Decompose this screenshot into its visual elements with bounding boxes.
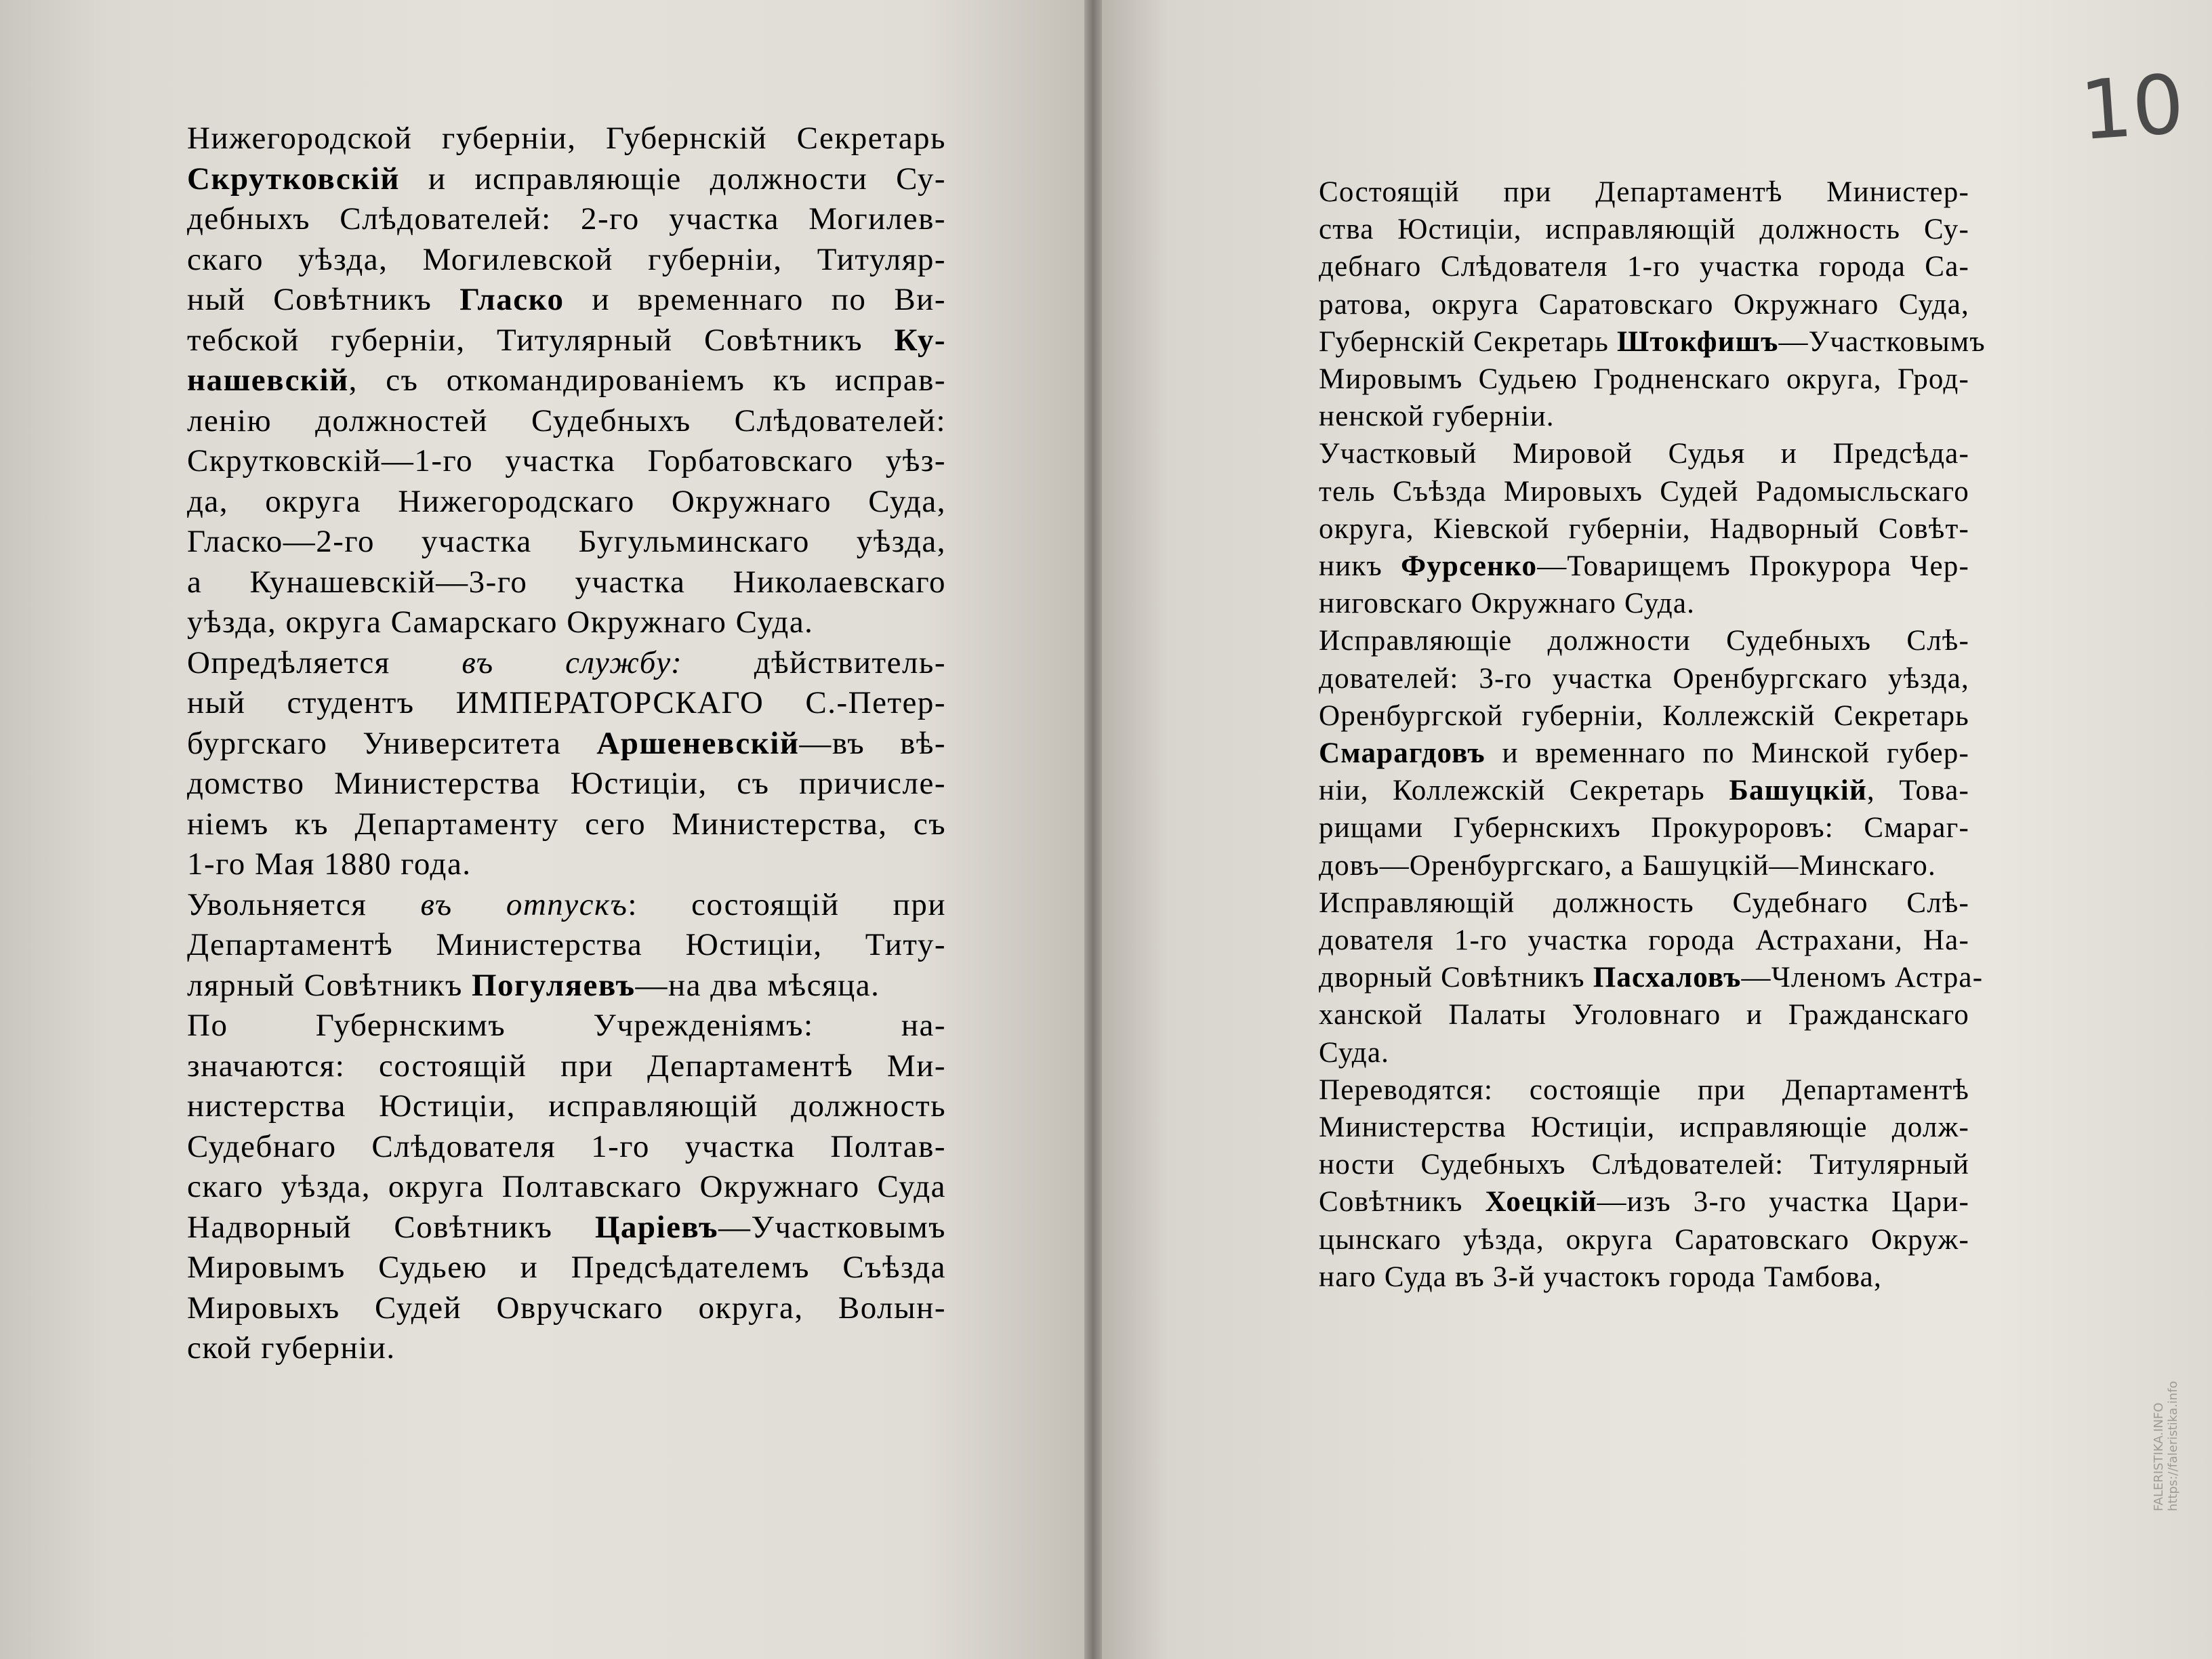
text-segment: ности Судебныхъ Слѣдователей: Титулярный (1319, 1149, 1969, 1181)
text-line (1319, 1033, 1969, 1073)
text-segment: —въ вѣ- (799, 725, 947, 761)
text-segment: По Губернскимъ Учрежденіямъ: на- (187, 1008, 946, 1043)
text-segment: Департаментѣ Министерства Юстиціи, Титу- (187, 927, 946, 962)
text-line (187, 279, 946, 320)
text-segment: дебныхъ Слѣдователей: 2-го участка Могилев- (187, 201, 946, 237)
person-name: Смарагдовъ (1319, 737, 1486, 769)
text-line (1319, 659, 1969, 699)
text-line (1319, 1182, 1969, 1223)
text-segment: —Членомъ Астра- (1741, 962, 1984, 994)
text-segment: Губернскій Секретарь (1319, 325, 1617, 358)
text-line (187, 1086, 946, 1126)
text-segment: и временнаго по Минской губер- (1485, 737, 1969, 769)
text-line (187, 481, 946, 522)
text-segment: и временнаго по Ви- (564, 282, 946, 317)
text-segment: ханской Палаты Уголовнаго и Гражданскаго (1319, 999, 1969, 1031)
text-segment: ніи, Коллежскій Секретарь (1319, 775, 1729, 807)
text-line (187, 602, 946, 642)
text-segment: скаго уѣзда, Могилевской губерніи, Титуляр- (187, 241, 946, 277)
text-line (187, 965, 946, 1006)
text-segment: тель Съѣзда Мировыхъ Судей Радомысльскаго (1319, 475, 1969, 508)
person-name: Гласко (459, 282, 565, 317)
text-segment: ства Юстиціи, исправляющій должность Су- (1319, 213, 1969, 246)
text-line (187, 1247, 946, 1288)
text-line (187, 884, 946, 925)
text-line (187, 521, 946, 562)
text-segment: Исправляющій должность Судебнаго Слѣ- (1319, 886, 1969, 919)
text-line (1319, 733, 1969, 774)
text-line (187, 1288, 946, 1328)
text-line (1319, 172, 1969, 213)
text-segment: Мировымъ Судьею и Предсѣдателемъ Съѣзда (187, 1250, 946, 1285)
text-segment: —изъ 3-го участка Цари- (1597, 1186, 1969, 1218)
text-segment: ный Совѣтникъ (187, 282, 460, 317)
text-line (1319, 247, 1969, 287)
text-line (187, 360, 946, 401)
text-segment: Нижегородской губерніи, Губернскій Секретарь (187, 121, 946, 156)
text-segment: ратова, округа Саратовскаго Окружнаго Суда, (1319, 288, 1969, 321)
person-name: Штокфишъ (1616, 325, 1779, 358)
text-segment: и исправляющіе должности Су- (399, 161, 946, 197)
person-name: Ку- (894, 322, 946, 358)
text-line (187, 924, 946, 965)
text-segment: —Участковымъ (1778, 325, 1986, 358)
text-segment: Гласко—2-го участка Бугульминскаго уѣзда, (187, 524, 946, 559)
text-line (187, 1005, 946, 1046)
text-line (1319, 359, 1969, 400)
person-name: Аршеневскій (596, 725, 800, 761)
text-line (187, 199, 946, 239)
text-line (1319, 1145, 1969, 1185)
text-segment: домство Министерства Юстиціи, съ причисле- (187, 766, 946, 801)
text-line (1319, 1070, 1969, 1111)
text-line (1319, 472, 1969, 512)
text-line (1319, 434, 1969, 474)
text-segment: цынскаго уѣзда, округа Саратовскаго Окруж- (1319, 1223, 1969, 1256)
text-line (187, 401, 946, 441)
text-segment: , съ откомандированіемъ къ исправ- (348, 363, 946, 398)
text-segment: : состоящій при (628, 886, 946, 922)
text-segment: —Участковымъ (718, 1209, 946, 1245)
text-line (187, 804, 946, 844)
text-segment: ской губерніи. (187, 1330, 396, 1366)
text-line (1319, 546, 1969, 587)
text-line (1319, 621, 1969, 661)
text-segment: ленію должностей Судебныхъ Слѣдователей: (187, 403, 946, 438)
text-line (1319, 1257, 1969, 1298)
person-name: Погуляевъ (472, 967, 636, 1003)
person-name: Хоецкій (1485, 1186, 1597, 1218)
text-line (187, 844, 946, 884)
text-line (1319, 285, 1969, 325)
person-name: Скрутковскій (187, 161, 400, 197)
text-segment: дователя 1-го участка города Астрахани, На- (1319, 924, 1969, 956)
text-segment: рищами Губернскихъ Прокуроровъ: Смараг- (1319, 812, 1969, 844)
person-name: Фурсенко (1401, 550, 1538, 582)
text-line (187, 642, 946, 683)
text-line (1319, 583, 1969, 624)
text-line (1319, 509, 1969, 550)
text-line (187, 1126, 946, 1167)
text-segment: округа, Кіевской губерніи, Надворный Совѣт- (1319, 512, 1969, 545)
book-gutter (1084, 0, 1102, 1659)
text-segment: Скрутковскій—1-го участка Горбатовскаго уѣз- (187, 443, 946, 478)
text-line (187, 562, 946, 602)
emphasis: въ отпускъ (420, 886, 628, 922)
text-line (1319, 846, 1969, 886)
text-line (187, 723, 946, 764)
text-segment: бургскаго Университета (187, 725, 597, 761)
text-line (187, 239, 946, 280)
text-line (1319, 995, 1969, 1036)
text-segment: —на два мѣсяца. (635, 967, 880, 1003)
text-segment: нистерства Юстиціи, исправляющій должность (187, 1088, 946, 1124)
text-segment: Опредѣляется (187, 644, 462, 680)
text-segment: Мировымъ Судьею Гродненскаго округа, Грод- (1319, 363, 1969, 395)
text-segment: Переводятся: состоящіе при Департаментѣ (1319, 1073, 1969, 1106)
watermark-url (2166, 1484, 2180, 1511)
text-segment: —Товарищемъ Прокурора Чер- (1537, 550, 1969, 582)
text-line (1319, 808, 1969, 848)
text-segment: Мировыхъ Судей Овручскаго округа, Волын- (187, 1290, 946, 1326)
text-line (187, 159, 946, 199)
text-segment: Суда. (1319, 1036, 1390, 1069)
text-line (1319, 696, 1969, 737)
emphasis: въ службу: (462, 644, 683, 680)
text-line (187, 1166, 946, 1207)
watermark-site (2152, 1484, 2166, 1511)
text-segment: уѣзда, округа Самарскаго Окружнаго Суда. (187, 605, 814, 640)
person-name: Башуцкій (1729, 775, 1867, 807)
text-line (1319, 322, 1986, 363)
text-segment: Оренбургской губерніи, Коллежскій Секретарь (1319, 699, 1969, 732)
text-line (1319, 771, 1969, 811)
text-segment: никъ (1319, 550, 1401, 582)
text-line (1319, 920, 1969, 961)
person-name: нашевскій (187, 363, 349, 398)
text-line (187, 441, 946, 481)
text-segment: ный студентъ ИМПЕРАТОРСКАГО С.-Петер- (187, 685, 946, 720)
watermark (2152, 1484, 2212, 1511)
text-segment: дователей: 3-го участка Оренбургскаго уѣзда, (1319, 662, 1969, 695)
text-segment: , Това- (1866, 775, 1969, 807)
text-segment: Министерства Юстиціи, исправляющіе долж- (1319, 1111, 1969, 1143)
text-segment: а Кунашевскій—3-го участка Николаевскаго (187, 564, 946, 600)
text-line (187, 320, 946, 361)
text-segment: лярный Совѣтникъ (187, 967, 472, 1003)
text-line (1319, 396, 1969, 437)
text-line (1319, 1220, 1969, 1261)
text-segment: ніемъ къ Департаменту сего Министерства, съ (187, 806, 946, 842)
text-segment: Состоящій при Департаментѣ Министер- (1319, 176, 1969, 208)
text-segment: дворный Совѣтникъ (1319, 962, 1593, 994)
text-segment: тебской губерніи, Титулярный Совѣтникъ (187, 322, 895, 358)
text-segment: 1-го Мая 1880 года. (187, 846, 472, 882)
text-line (187, 118, 946, 159)
text-segment: Совѣтникъ (1319, 1186, 1486, 1218)
text-line (187, 763, 946, 804)
text-segment: Увольняется (187, 886, 421, 922)
text-segment: ниговскаго Окружнаго Суда. (1319, 588, 1696, 620)
text-line (1319, 883, 1969, 924)
text-segment: да, округа Нижегородскаго Окружнаго Суда, (187, 483, 946, 519)
text-segment: скаго уѣзда, округа Полтавскаго Окружнаго Суда (187, 1169, 946, 1204)
text-line (187, 682, 946, 723)
text-line (1319, 209, 1969, 250)
text-segment: наго Суда въ 3-й участокъ города Тамбова, (1319, 1261, 1882, 1293)
text-segment: Судебнаго Слѣдователя 1-го участка Полтав- (187, 1128, 946, 1164)
text-segment: дебнаго Слѣдователя 1-го участка города Са- (1319, 251, 1969, 283)
text-segment: Исправляющіе должности Судебныхъ Слѣ- (1319, 625, 1969, 657)
text-segment: Участковый Мировой Судья и Предсѣда- (1319, 438, 1969, 470)
person-name: Пасхаловъ (1593, 962, 1742, 994)
text-line (1319, 1107, 1969, 1148)
text-segment: дѣйствитель- (682, 644, 946, 680)
text-segment: значаются: состоящій при Департаментѣ Ми- (187, 1048, 946, 1084)
text-line (1319, 958, 1984, 998)
text-line (187, 1328, 946, 1368)
text-segment: ненской губерніи. (1319, 401, 1555, 433)
text-line (187, 1046, 946, 1086)
person-name: Царіевъ (594, 1209, 719, 1245)
text-segment: довъ—Оренбургскаго, а Башуцкій—Минскаго. (1319, 849, 1936, 882)
text-segment: Надворный Совѣтникъ (187, 1209, 595, 1245)
text-line (187, 1207, 946, 1248)
page-number: 10 (2077, 57, 2188, 159)
